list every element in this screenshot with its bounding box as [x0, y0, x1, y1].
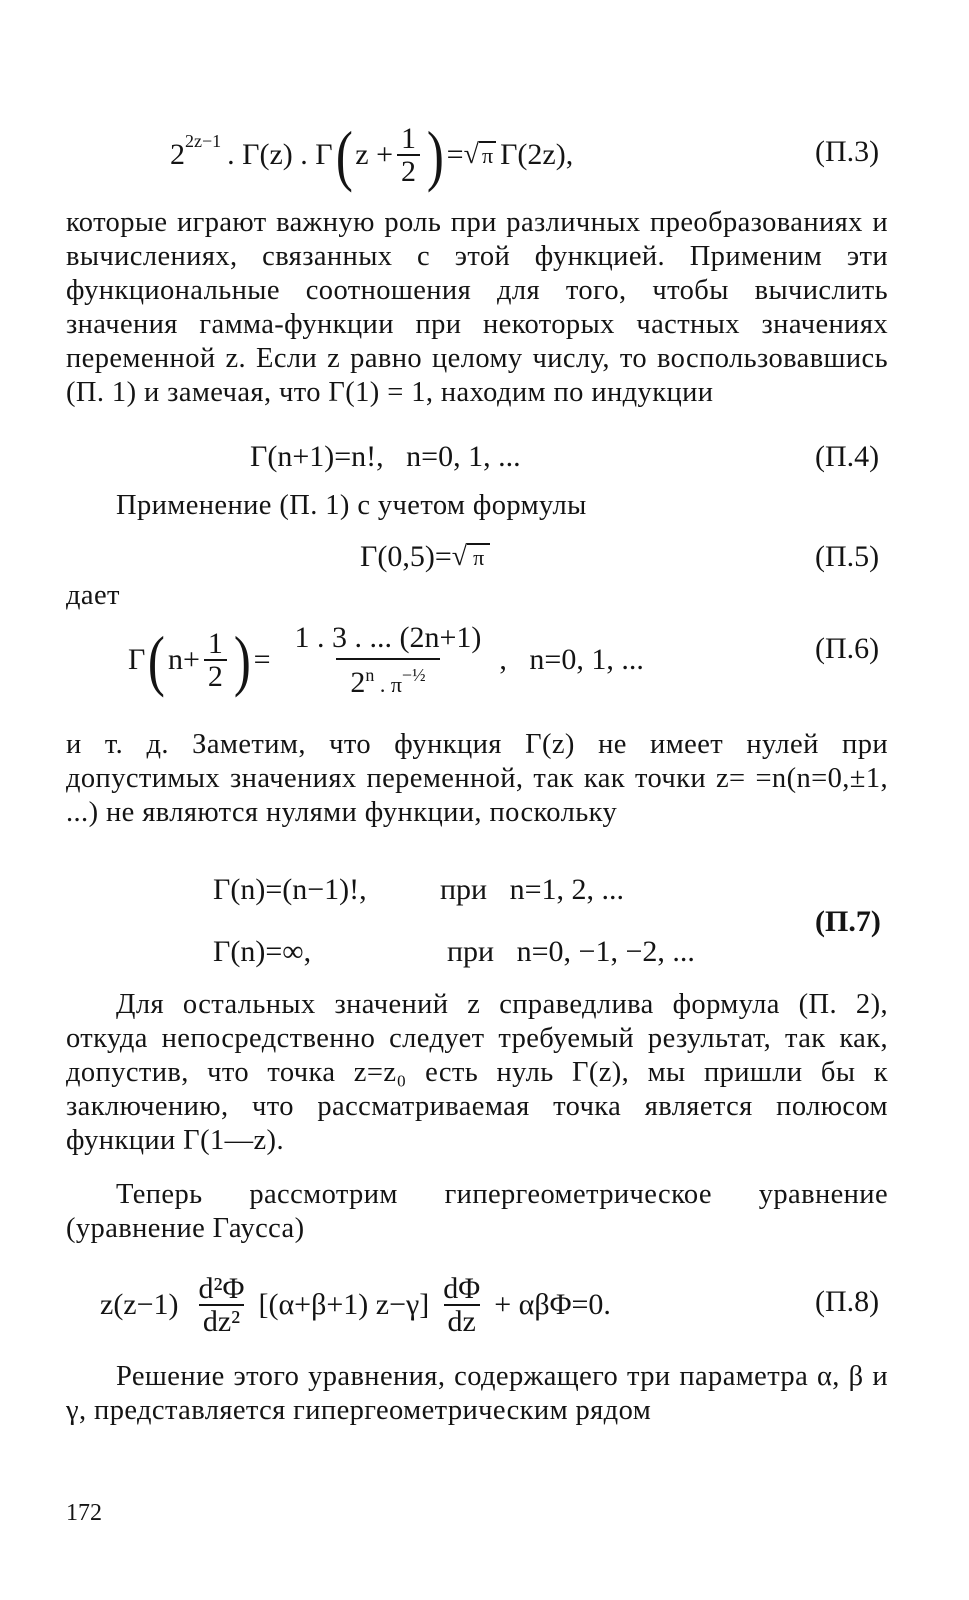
equation-p7-line1-cond: при n=1, 2, ...: [440, 873, 625, 906]
paragraph-1: которые играют важную роль при различных преобразованиях и вычислениях, связанных с этой функцией. Применим эти функциональные соотношения для того, чтобы вычислить значения гамма-функции при некоторых частных значениях переменной z. Если z равно целому числу, то воспользовавшись (П. 1) и замечая, что Γ(1) = 1, находим по индукции: [66, 207, 888, 408]
eq-p6-gamma: Γ: [128, 643, 146, 676]
eq-p8-second-derivative: [195, 1273, 249, 1338]
eq-p3-equals: =: [446, 138, 464, 171]
eq-p8-lhs: z(z−1): [100, 1288, 179, 1321]
eq-p3-z-plus: z +: [355, 138, 394, 171]
left-paren: (: [335, 117, 353, 193]
eq-p8-den1: dz²: [199, 1304, 244, 1338]
word-daet: дает: [66, 580, 120, 611]
equation-number-p5: (П.5): [815, 540, 880, 573]
eq-p6-equals: =: [253, 643, 271, 676]
eq-p6-half-fraction: [204, 628, 227, 693]
equation-p8: [100, 1260, 611, 1350]
paragraph-2: Применение (П. 1) с учетом формулы: [116, 490, 587, 521]
equation-p7-line2-lhs: Γ(n)=∞,: [213, 935, 312, 968]
eq-p5-sqrt-arg: π: [467, 543, 490, 571]
eq-p3-half-fraction: [397, 123, 420, 188]
equation-p5: [360, 540, 490, 574]
eq-p8-first-derivative: [439, 1273, 484, 1338]
sqrt-sign-icon: √: [451, 541, 468, 572]
equation-p7-line2-cond: при n=0, −1, −2, ...: [447, 935, 695, 968]
eq-p6-half-num: 1: [207, 626, 223, 660]
eq-p8-num1: d²Φ: [198, 1271, 245, 1305]
eq-p8-tail: + αβΦ=0.: [494, 1288, 611, 1321]
right-paren: ): [426, 117, 444, 193]
equation-number-p6: (П.6): [815, 632, 880, 665]
paragraph-3: и т. д. Заметим, что функция Γ(z) не имеет нулей при допустимых значениях переменной, так как точки z= =n(n=0,±1, ...) не являются нулями функции, поскольку: [66, 729, 888, 828]
paragraph-5: Теперь рассмотрим гипергеометрическое уравнение (уравнение Гаусса): [66, 1179, 888, 1244]
eq-p6-den-pi-exp: −½: [401, 664, 426, 685]
eq-p6-den-pi: . π: [374, 671, 402, 697]
right-paren: ): [233, 622, 251, 698]
eq-p3-rhs: Γ(2z),: [500, 138, 574, 171]
equation-p7-line1-lhs: Γ(n)=(n−1)!,: [213, 873, 367, 906]
eq-p6-den-base: 2: [350, 665, 366, 699]
eq-p3-base: 2: [170, 138, 185, 171]
eq-p3-exponent: 2z−1: [185, 130, 222, 151]
eq-p6-half-den: 2: [204, 659, 227, 693]
eq-p3-sqrt-arg: π: [479, 141, 496, 169]
eq-p8-num2: dΦ: [443, 1271, 481, 1305]
paragraph-6: Решение этого уравнения, содержащего три параметра α, β и γ, представляется гипергеометрическим рядом: [66, 1361, 888, 1426]
paragraph-4: Для остальных значений z справедлива формула (П. 2), откуда непосредственно следует требуемый результат, так как, допустив, что точка z=z₀ есть нуль Γ(z), мы пришли бы к заключению, что рассматриваемая точка является полюсом функции Γ(1—z).: [66, 989, 888, 1156]
equation-number-p4: (П.4): [815, 440, 880, 473]
eq-p3-half-den: 2: [397, 154, 420, 188]
eq-p8-middle: [(α+β+1) z−γ]: [258, 1288, 430, 1321]
equation-p6: [128, 615, 644, 705]
eq-p8-den2: dz: [444, 1304, 480, 1338]
page-number: 172: [66, 1500, 102, 1526]
eq-p6-den-exp: n: [365, 664, 375, 685]
equation-number-p8: (П.8): [815, 1285, 880, 1318]
eq-p6-denominator: [336, 658, 439, 699]
left-paren: (: [148, 622, 166, 698]
eq-p6-main-fraction: [281, 622, 496, 698]
equation-p3: [170, 110, 573, 200]
eq-p3-gamma-products: . Γ(z) . Γ: [227, 138, 333, 171]
eq-p6-numerator: 1 . 3 . ... (2n+1): [294, 621, 482, 654]
eq-p6-n-plus: n+: [168, 643, 200, 676]
eq-p6-tail: , n=0, 1, ...: [499, 643, 644, 676]
eq-p5-lhs: Γ(0,5)=: [360, 540, 452, 573]
equation-number-p3: (П.3): [815, 135, 880, 168]
equation-p4: Γ(n+1)=n!, n=0, 1, ...: [250, 440, 521, 473]
sqrt-sign-icon: √: [463, 139, 479, 170]
equation-number-p7: (П.7): [815, 905, 881, 938]
eq-p3-half-num: 1: [401, 121, 417, 155]
